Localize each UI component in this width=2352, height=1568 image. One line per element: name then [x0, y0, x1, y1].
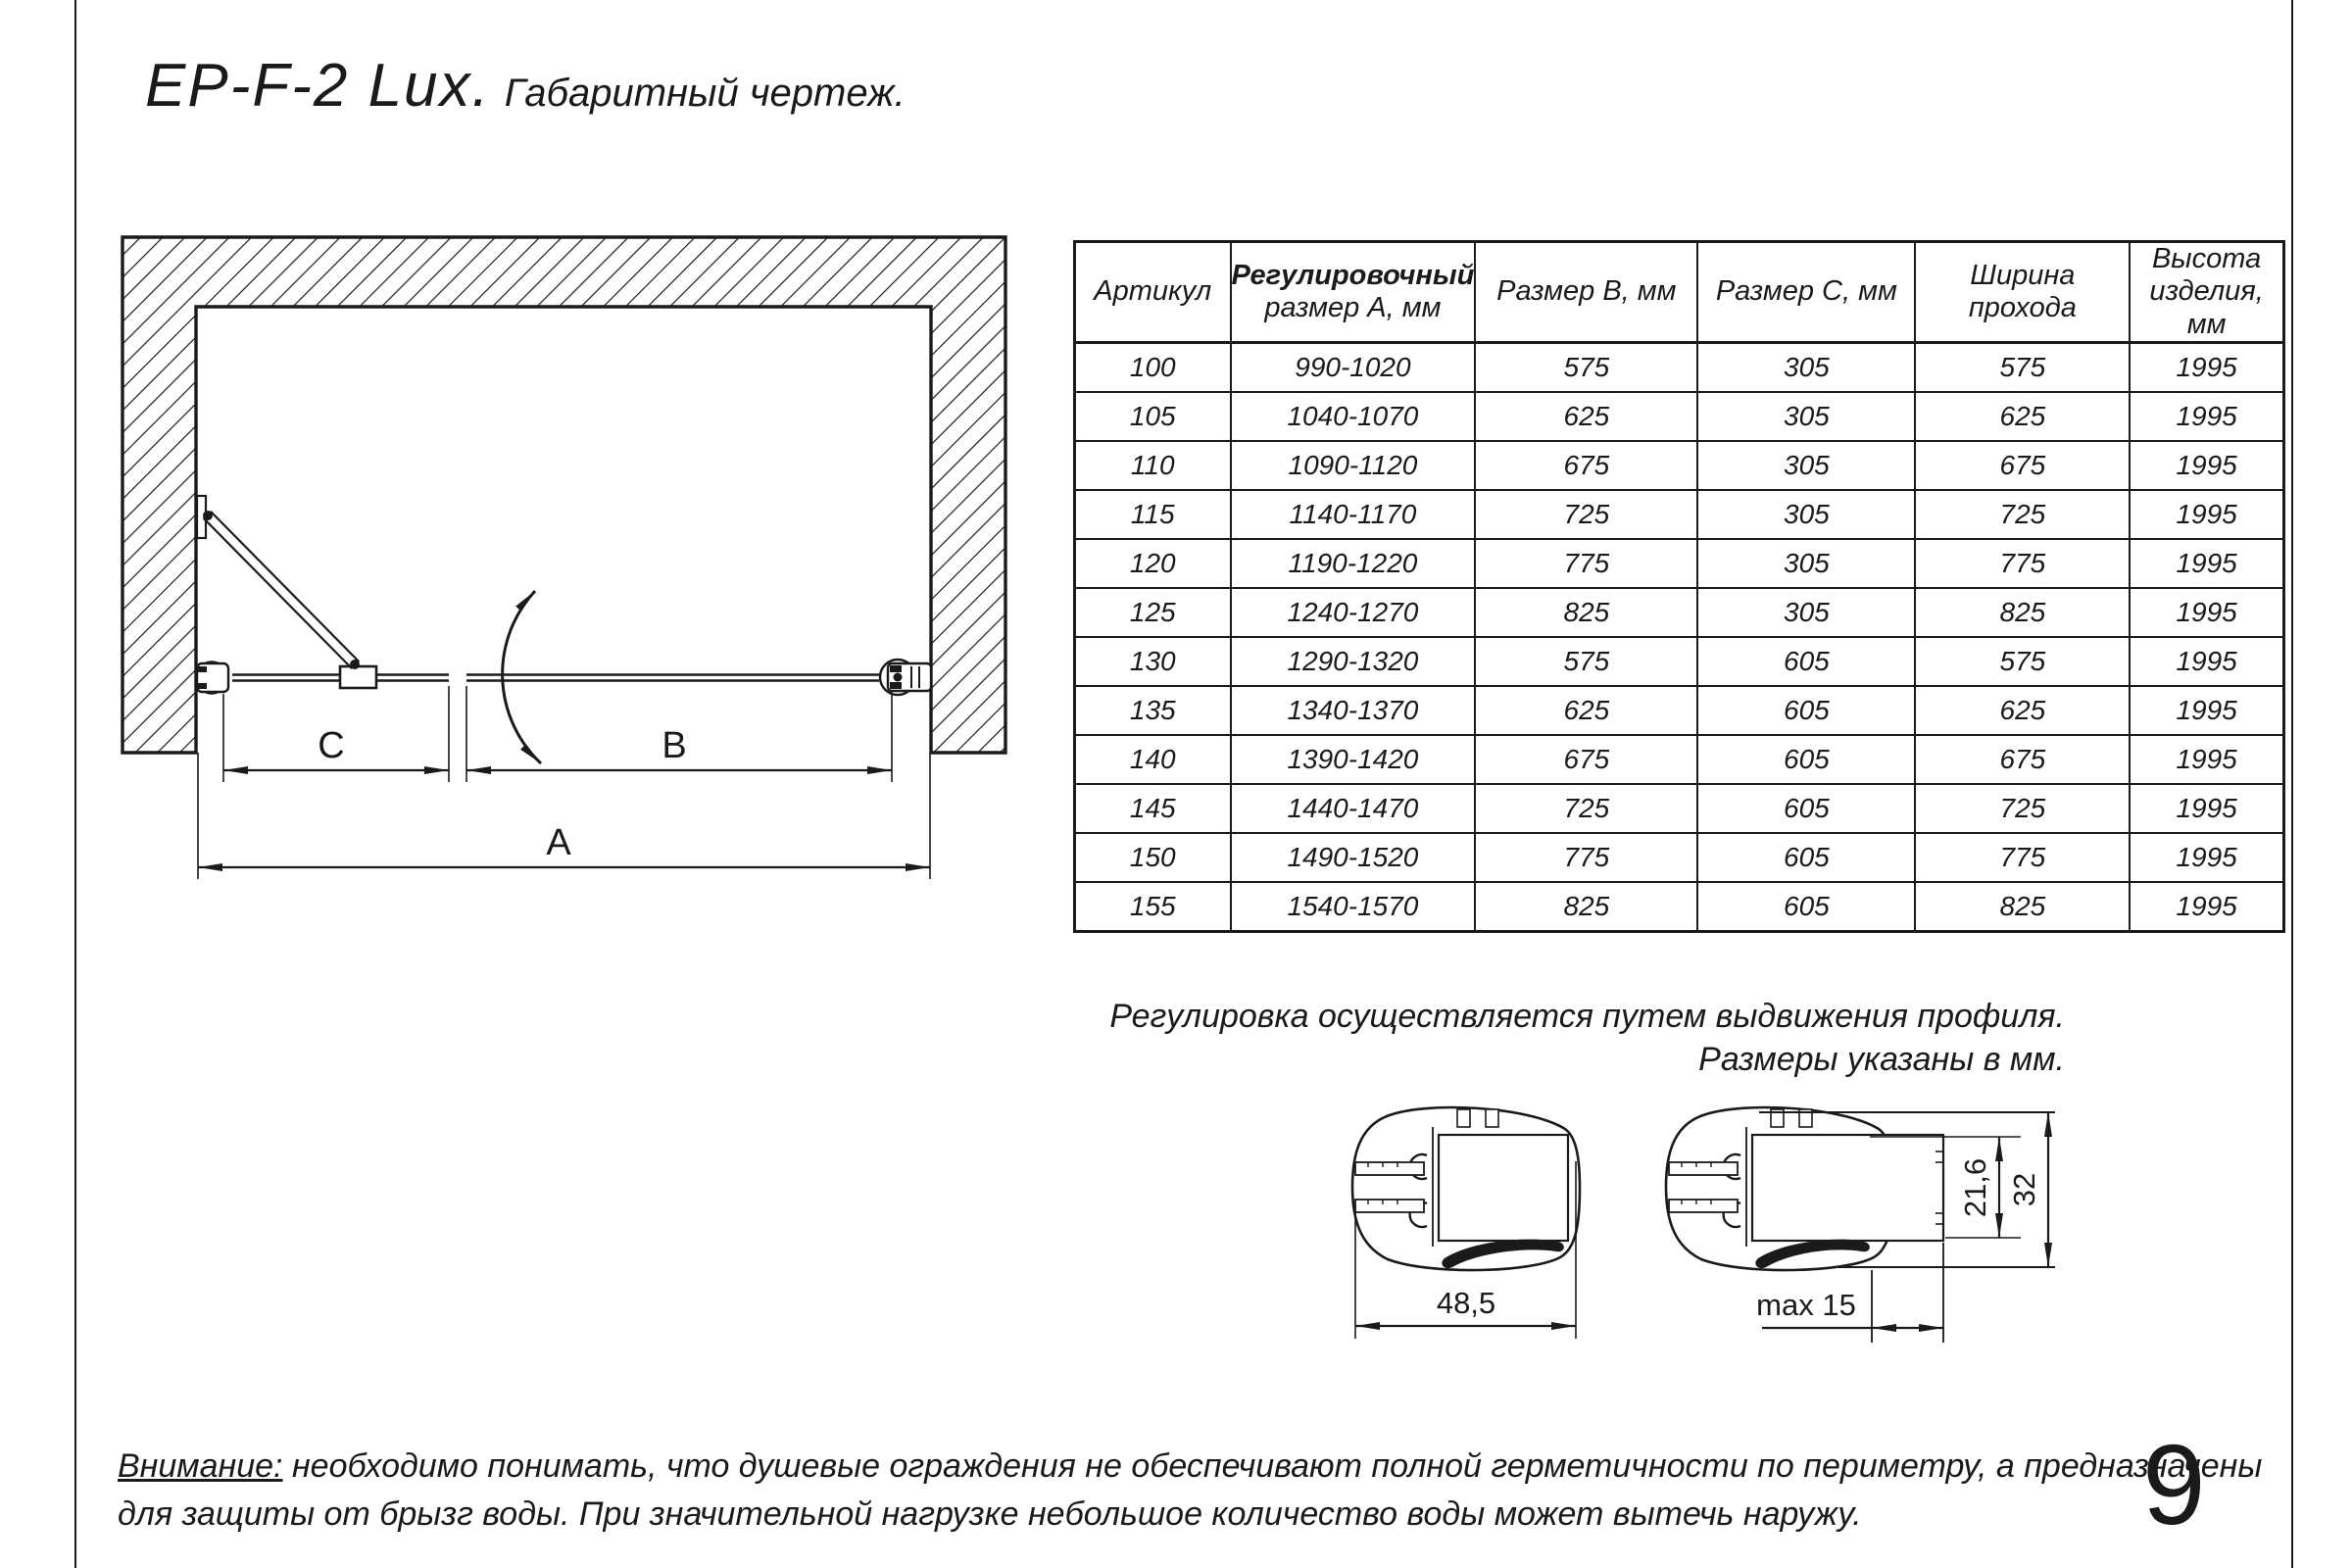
table-cell: 625: [1475, 686, 1697, 735]
table-cell: 140: [1075, 735, 1231, 784]
dim-label-b: B: [662, 725, 687, 766]
profile-outer-height-label: 32: [2007, 1172, 2041, 1207]
table-cell: 725: [1475, 490, 1697, 539]
table-row: [1075, 588, 2284, 637]
adjustment-note: Регулировка осуществляется путем выдвижения профиля.: [1109, 998, 2065, 1035]
table-cell: 1995: [2130, 490, 2283, 539]
table-header-cell-2: Размер В, мм: [1475, 242, 1697, 343]
warning-line-2: для защиты от брызг воды. При значительной нагрузке небольшое количество воды может вытечь наружу.: [118, 1495, 1862, 1534]
warning-note: [118, 1443, 2262, 1540]
glass-connector-block: [340, 666, 376, 688]
dimension-table: [1073, 240, 2285, 933]
table-row: [1075, 833, 2284, 882]
table-cell: 825: [1475, 882, 1697, 932]
table-cell: 1995: [2130, 539, 2283, 588]
table-cell: 625: [1475, 392, 1697, 441]
profile-section-right: [1666, 1107, 1943, 1270]
table-cell: 675: [1915, 441, 2130, 490]
table-cell: 1140-1170: [1231, 490, 1476, 539]
table-cell: 115: [1075, 490, 1231, 539]
table-row: [1075, 539, 2284, 588]
glass-panel-lines: [232, 675, 879, 681]
table-cell: 605: [1697, 637, 1915, 686]
table-header-row: [1075, 242, 2284, 343]
table-cell: 1440-1470: [1231, 784, 1476, 833]
table-cell: 305: [1697, 588, 1915, 637]
table-cell: 775: [1915, 833, 2130, 882]
units-note: Размеры указаны в мм.: [1698, 1041, 2065, 1078]
table-row: [1075, 882, 2284, 932]
table-cell: 1995: [2130, 343, 2283, 393]
table-body: [1075, 343, 2284, 932]
table-cell: 120: [1075, 539, 1231, 588]
table-cell: 775: [1475, 833, 1697, 882]
table-cell: 1240-1270: [1231, 588, 1476, 637]
table-cell: 1290-1320: [1231, 637, 1476, 686]
table-cell: 1190-1220: [1231, 539, 1476, 588]
table-cell: 990-1020: [1231, 343, 1476, 393]
table-cell: 305: [1697, 441, 1915, 490]
table-cell: 145: [1075, 784, 1231, 833]
table-cell: 725: [1475, 784, 1697, 833]
table-cell: 605: [1697, 833, 1915, 882]
table-cell: 1040-1070: [1231, 392, 1476, 441]
left-wall-profile: [196, 662, 228, 694]
warning-label: Внимание:: [118, 1447, 283, 1485]
table-cell: 1090-1120: [1231, 441, 1476, 490]
table-header-cell-4: Ширина прохода: [1915, 242, 2130, 343]
table-row: [1075, 490, 2284, 539]
table-cell: 1995: [2130, 637, 2283, 686]
table-cell: 775: [1915, 539, 2130, 588]
table-cell: 150: [1075, 833, 1231, 882]
table-cell: 1490-1520: [1231, 833, 1476, 882]
profile-section-left: [1352, 1107, 1580, 1270]
title-subtitle: Габаритный чертеж.: [504, 72, 906, 115]
dim-label-a: A: [546, 822, 571, 863]
profile-max-label: max 15: [1756, 1288, 1856, 1322]
table-cell: 625: [1915, 392, 2130, 441]
table-cell: 625: [1915, 686, 2130, 735]
table-header-cell-3: Размер С, мм: [1697, 242, 1915, 343]
table-cell: 305: [1697, 392, 1915, 441]
table-cell: 725: [1915, 490, 2130, 539]
table-cell: 605: [1697, 735, 1915, 784]
table-cell: 305: [1697, 343, 1915, 393]
support-bar: [197, 496, 360, 669]
table-cell: 1995: [2130, 686, 2283, 735]
table-cell: 1390-1420: [1231, 735, 1476, 784]
table-cell: 725: [1915, 784, 2130, 833]
table-cell: 675: [1475, 441, 1697, 490]
table-cell: 575: [1475, 343, 1697, 393]
model-name: EP-F-2 Lux.: [145, 52, 491, 120]
table-row: [1075, 637, 2284, 686]
profile-width-label: 48,5: [1436, 1286, 1496, 1320]
table-cell: 155: [1075, 882, 1231, 932]
table-cell: 305: [1697, 539, 1915, 588]
page-number: 9: [2142, 1421, 2206, 1548]
table-cell: 605: [1697, 882, 1915, 932]
table-cell: 1340-1370: [1231, 686, 1476, 735]
table-row: [1075, 392, 2284, 441]
table-cell: 1995: [2130, 441, 2283, 490]
table-cell: 110: [1075, 441, 1231, 490]
table-header-cell-1: Регулировочный размер А, мм: [1231, 242, 1476, 343]
table-cell: 605: [1697, 686, 1915, 735]
table-header-cell-5: Высота изделия, мм: [2130, 242, 2283, 343]
table-row: [1075, 735, 2284, 784]
table-cell: 135: [1075, 686, 1231, 735]
table-cell: 605: [1697, 784, 1915, 833]
table-cell: 775: [1475, 539, 1697, 588]
table-cell: 825: [1915, 882, 2130, 932]
table-row: [1075, 686, 2284, 735]
table-cell: 305: [1697, 490, 1915, 539]
warning-line-1: Внимание: необходимо понимать, что душевые ограждения не обеспечивают полной герметичности по периметру, а предназначены: [118, 1447, 2263, 1485]
right-wall-profile: [880, 660, 931, 695]
table-cell: 675: [1475, 735, 1697, 784]
table-cell: 100: [1075, 343, 1231, 393]
dim-label-c: C: [318, 725, 345, 766]
table-cell: 130: [1075, 637, 1231, 686]
table-cell: 675: [1915, 735, 2130, 784]
table-cell: 105: [1075, 392, 1231, 441]
table-cell: 1995: [2130, 588, 2283, 637]
table-header-cell-0: Артикул: [1075, 242, 1231, 343]
door-swing-arc: [503, 591, 541, 763]
table-cell: 1995: [2130, 735, 2283, 784]
table-cell: 125: [1075, 588, 1231, 637]
table-cell: 825: [1915, 588, 2130, 637]
table-cell: 1995: [2130, 882, 2283, 932]
table-row: [1075, 784, 2284, 833]
table-cell: 575: [1915, 343, 2130, 393]
table-cell: 1540-1570: [1231, 882, 1476, 932]
table-row: [1075, 441, 2284, 490]
table-cell: 1995: [2130, 784, 2283, 833]
table-cell: 1995: [2130, 833, 2283, 882]
table-row: [1075, 343, 2284, 393]
table-cell: 575: [1915, 637, 2130, 686]
table-cell: 575: [1475, 637, 1697, 686]
table-cell: 825: [1475, 588, 1697, 637]
profile-inner-height-label: 21,6: [1958, 1157, 1992, 1218]
table-cell: 1995: [2130, 392, 2283, 441]
